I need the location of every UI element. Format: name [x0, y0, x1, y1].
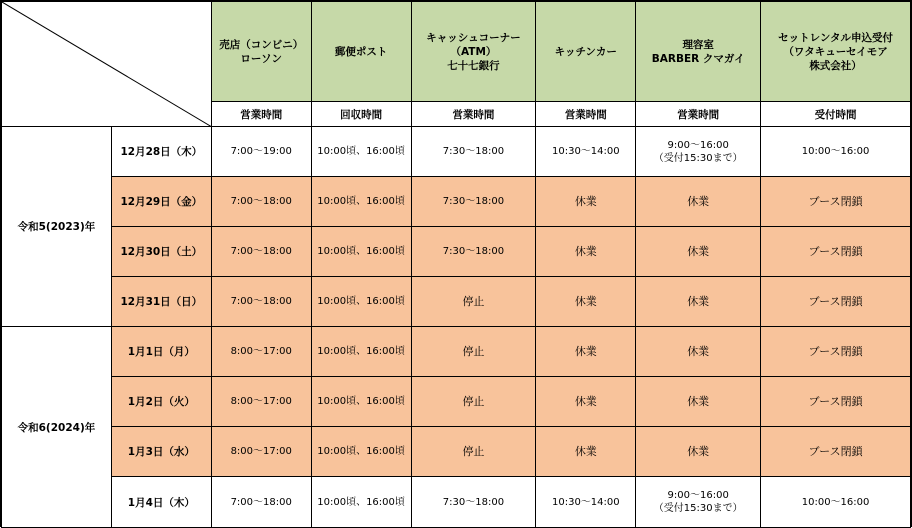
hours-text: 8:00～17:00	[230, 346, 292, 357]
year-label: 令和6(2024)年	[2, 327, 112, 528]
hours-text: 10:00～16:00	[801, 146, 870, 157]
date-cell: 12月29日（金）	[111, 177, 211, 227]
column-header-line: BARBER クマガイ	[651, 52, 745, 65]
table-row	[2, 227, 911, 277]
date-cell: 12月30日（土）	[111, 227, 211, 277]
hours-cell	[761, 227, 911, 277]
hours-text: ブース閉鎖	[808, 295, 863, 308]
hours-cell	[411, 327, 536, 377]
column-header-line: （ATM）	[450, 45, 497, 58]
hours-cell	[636, 277, 761, 327]
column-header	[636, 2, 761, 102]
table-row	[2, 477, 911, 528]
hours-cell	[636, 377, 761, 427]
date-cell: 1月1日（月）	[111, 327, 211, 377]
hours-cell	[536, 427, 636, 477]
column-header-line: キッチンカー	[554, 45, 617, 58]
hours-text: 休業	[574, 295, 597, 308]
hours-cell	[411, 377, 536, 427]
holiday-hours-table	[1, 1, 911, 528]
hours-text: 10:00頃、16:00頃	[317, 496, 405, 508]
hours-text: 停止	[462, 295, 485, 308]
hours-cell	[761, 327, 911, 377]
column-subheader: 営業時間	[211, 102, 311, 127]
hours-text: 休業	[574, 395, 597, 408]
column-header	[211, 2, 311, 102]
hours-text: 7:00～19:00	[230, 146, 292, 157]
table-row	[2, 377, 911, 427]
hours-text: （受付15:30まで）	[653, 152, 743, 164]
hours-cell	[536, 327, 636, 377]
column-header-line: セットレンタル申込受付	[778, 31, 893, 44]
date-cell: 1月2日（火）	[111, 377, 211, 427]
hours-text: 9:00～16:00	[667, 490, 729, 501]
hours-cell	[536, 227, 636, 277]
year-label: 令和5(2023)年	[2, 127, 112, 327]
hours-text: 10:00頃、16:00頃	[317, 446, 405, 457]
hours-cell	[761, 127, 911, 177]
column-header	[311, 2, 411, 102]
hours-text: 7:00～18:00	[230, 296, 292, 307]
hours-cell	[211, 427, 311, 477]
table-row	[2, 327, 911, 377]
table-row	[2, 177, 911, 227]
hours-text: 7:00～18:00	[230, 246, 292, 257]
hours-cell	[311, 227, 411, 277]
hours-cell	[211, 327, 311, 377]
hours-text: 休業	[574, 245, 597, 258]
hours-text: 休業	[687, 345, 710, 358]
hours-text: 10:00頃、16:00頃	[317, 346, 405, 357]
hours-cell	[211, 377, 311, 427]
column-subheader: 営業時間	[536, 102, 636, 127]
hours-cell	[411, 277, 536, 327]
hours-text: 休業	[574, 195, 597, 208]
hours-text: 10:00頃、16:00頃	[317, 296, 405, 307]
table-row	[2, 127, 911, 177]
hours-text: 休業	[687, 245, 710, 258]
column-header-line: 七十七銀行	[447, 59, 500, 72]
column-header	[761, 2, 911, 102]
hours-text: 停止	[462, 395, 485, 408]
hours-text: 休業	[687, 295, 710, 308]
hours-cell	[211, 227, 311, 277]
column-subheader: 営業時間	[411, 102, 536, 127]
table-row	[2, 277, 911, 327]
hours-text: ブース閉鎖	[808, 445, 863, 458]
hours-cell	[411, 177, 536, 227]
hours-cell	[411, 477, 536, 528]
column-header-line: 株式会社）	[809, 59, 862, 72]
hours-text: 8:00～17:00	[230, 396, 292, 407]
column-header-line: 郵便ポスト	[334, 45, 388, 58]
hours-cell	[411, 227, 536, 277]
column-header-line: 売店（コンビニ）	[219, 38, 304, 51]
table-row	[2, 427, 911, 477]
hours-text: 10:00頃、16:00頃	[317, 146, 405, 157]
hours-text: 9:00～16:00	[667, 139, 729, 151]
column-header-line: ローソン	[240, 52, 282, 65]
hours-text: （受付15:30まで）	[653, 503, 743, 514]
hours-text: 休業	[574, 345, 597, 358]
hours-cell	[311, 177, 411, 227]
hours-cell	[211, 177, 311, 227]
column-header	[536, 2, 636, 102]
header-row	[2, 2, 911, 102]
column-subheader: 受付時間	[761, 102, 911, 127]
hours-text: 停止	[462, 445, 485, 458]
hours-cell	[311, 327, 411, 377]
hours-cell	[211, 127, 311, 177]
hours-text: 10:00頃、16:00頃	[317, 246, 405, 257]
hours-cell	[636, 427, 761, 477]
column-header	[411, 2, 536, 102]
hours-cell	[536, 127, 636, 177]
column-subheader: 回収時間	[311, 102, 411, 127]
hours-text: 7:30～18:00	[442, 146, 505, 157]
hours-text: 10:30～14:00	[551, 496, 620, 508]
hours-text: 休業	[687, 445, 710, 458]
column-header-line: キャッシュコーナー	[426, 31, 521, 44]
hours-text: ブース閉鎖	[808, 395, 863, 408]
hours-text: 停止	[462, 345, 485, 358]
hours-text: 7:30～18:00	[442, 246, 505, 257]
hours-text: 7:00～18:00	[230, 496, 292, 508]
hours-cell	[311, 377, 411, 427]
hours-text: 7:30～18:00	[442, 196, 505, 207]
hours-text: 8:00～17:00	[230, 446, 292, 457]
date-cell: 1月4日（木）	[111, 477, 211, 528]
hours-cell	[411, 127, 536, 177]
hours-text: ブース閉鎖	[808, 345, 863, 358]
hours-text: ブース閉鎖	[808, 195, 863, 208]
hours-cell	[411, 427, 536, 477]
hours-cell	[311, 127, 411, 177]
hours-text: 7:30～18:00	[442, 496, 505, 508]
hours-cell	[636, 327, 761, 377]
hours-cell	[311, 427, 411, 477]
hours-cell	[761, 177, 911, 227]
date-cell: 1月3日（水）	[111, 427, 211, 477]
hours-cell	[761, 427, 911, 477]
hours-cell	[761, 277, 911, 327]
date-cell: 12月31日（日）	[111, 277, 211, 327]
hours-text: 10:00頃、16:00頃	[317, 396, 405, 407]
hours-cell	[636, 227, 761, 277]
hours-cell	[311, 477, 411, 528]
hours-cell	[536, 277, 636, 327]
hours-cell	[536, 377, 636, 427]
hours-cell	[761, 477, 911, 528]
hours-text: 休業	[687, 195, 710, 208]
diagonal-line-icon	[2, 2, 211, 127]
hours-text: ブース閉鎖	[808, 245, 863, 258]
hours-text: 休業	[574, 445, 597, 458]
hours-cell	[536, 177, 636, 227]
hours-text: 7:00～18:00	[230, 196, 292, 207]
hours-text: 10:00頃、16:00頃	[317, 196, 405, 207]
hours-cell	[761, 377, 911, 427]
hours-text: 休業	[687, 395, 710, 408]
corner-cell	[2, 2, 212, 127]
hours-cell	[636, 477, 761, 528]
hours-text: 10:30～14:00	[551, 146, 620, 157]
hours-cell	[536, 477, 636, 528]
column-header-line: 理容室	[682, 38, 714, 51]
hours-text: 10:00～16:00	[801, 496, 870, 508]
hours-cell	[211, 277, 311, 327]
date-cell: 12月28日（木）	[111, 127, 211, 177]
hours-cell	[636, 177, 761, 227]
column-subheader: 営業時間	[636, 102, 761, 127]
column-header-line: （ワタキューセイモア	[783, 45, 888, 58]
hours-cell	[211, 477, 311, 528]
hours-cell	[311, 277, 411, 327]
hours-cell	[636, 127, 761, 177]
